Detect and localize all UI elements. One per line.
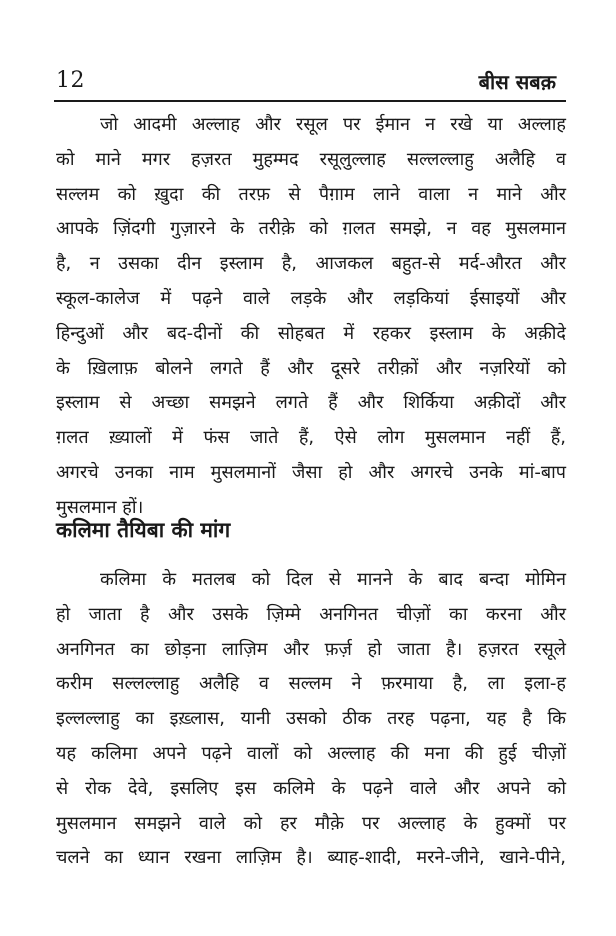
- text-line: अगरचे उनका नाम मुसलमानों जैसा हो और अगरचे उनके मां-बाप: [56, 461, 566, 483]
- text-line: हो जाता है और उसके ज़िम्मे अनगिनत चीज़ों का करना और: [56, 603, 566, 625]
- header-divider: [54, 100, 566, 102]
- text-line: चलने का ध्यान रखना लाज़िम है। ब्याह-शादी, मरने-जीने, खाने-पीने,: [56, 847, 566, 869]
- text-line: से रोक देवे, इसलिए इस कलिमे के पढ़ने वाले और अपने को: [56, 777, 566, 799]
- text-line: को माने मगर हज़रत मुहम्मद रसूलुल्लाह सल्लल्लाहु अलैहि व: [56, 148, 566, 170]
- text-line: मुसलमान हों।: [56, 496, 144, 518]
- text-line: हिन्दुओं और बद-दीनों की सोहबत में रहकर इस्लाम के अक़ीदे: [56, 322, 566, 344]
- text-line: अनगिनत का छोड़ना लाज़िम और फ़र्ज़ हो जाता है। हज़रत रसूले: [56, 638, 566, 660]
- text-line: मुसलमान समझने वाले को हर मौक़े पर अल्लाह के हुक्मों पर: [56, 812, 566, 834]
- text-line: के ख़िलाफ़ बोलने लगते हैं और दूसरे तरीक़ों और नज़रियों को: [56, 357, 566, 379]
- paragraph-2: [56, 563, 566, 876]
- text-line: सल्लम को ख़ुदा की तरफ़ से पैग़ाम लाने वाला न माने और: [56, 183, 566, 205]
- text-line: कलिमा के मतलब को दिल से मानने के बाद बन्दा मोमिन: [100, 569, 566, 590]
- section-heading: कलिमा तैयिबा की मांग: [56, 518, 231, 542]
- text-line: है, न उसका दीन इस्लाम है, आजकल बहुत-से मर्द-औरत और: [56, 253, 566, 275]
- text-line: इल्लल्लाहु का इख़्लास, यानी उसको ठीक तरह पढ़ना, यह है कि: [56, 708, 566, 730]
- text-line: इस्लाम से अच्छा समझने लगते हैं और शिर्किया अक़ीदों और: [56, 392, 566, 414]
- text-line: ग़लत ख़्यालों में फंस जाते हैं, ऐसे लोग मुसलमान नहीं हैं,: [56, 427, 566, 449]
- text-line: स्कूल-कालेज में पढ़ने वाले लड़के और लड़कियां ईसाइयों और: [56, 287, 566, 309]
- text-line: जो आदमी अल्लाह और रसूल पर ईमान न रखे या अल्लाह: [100, 114, 566, 135]
- text-line: यह कलिमा अपने पढ़ने वालों को अल्लाह की मना की हुई चीज़ों: [56, 742, 566, 764]
- text-line: करीम सल्लल्लाहु अलैहि व सल्लम ने फ़रमाया है, ला इला-ह: [56, 673, 566, 695]
- running-header-title: बीस सबक़: [478, 70, 556, 94]
- page-number: 12: [56, 68, 85, 93]
- text-line: आपके ज़िंदगी गुज़ारने के तरीक़े को ग़लत समझे, न वह मुसलमान: [56, 218, 566, 240]
- paragraph-1: [56, 108, 566, 526]
